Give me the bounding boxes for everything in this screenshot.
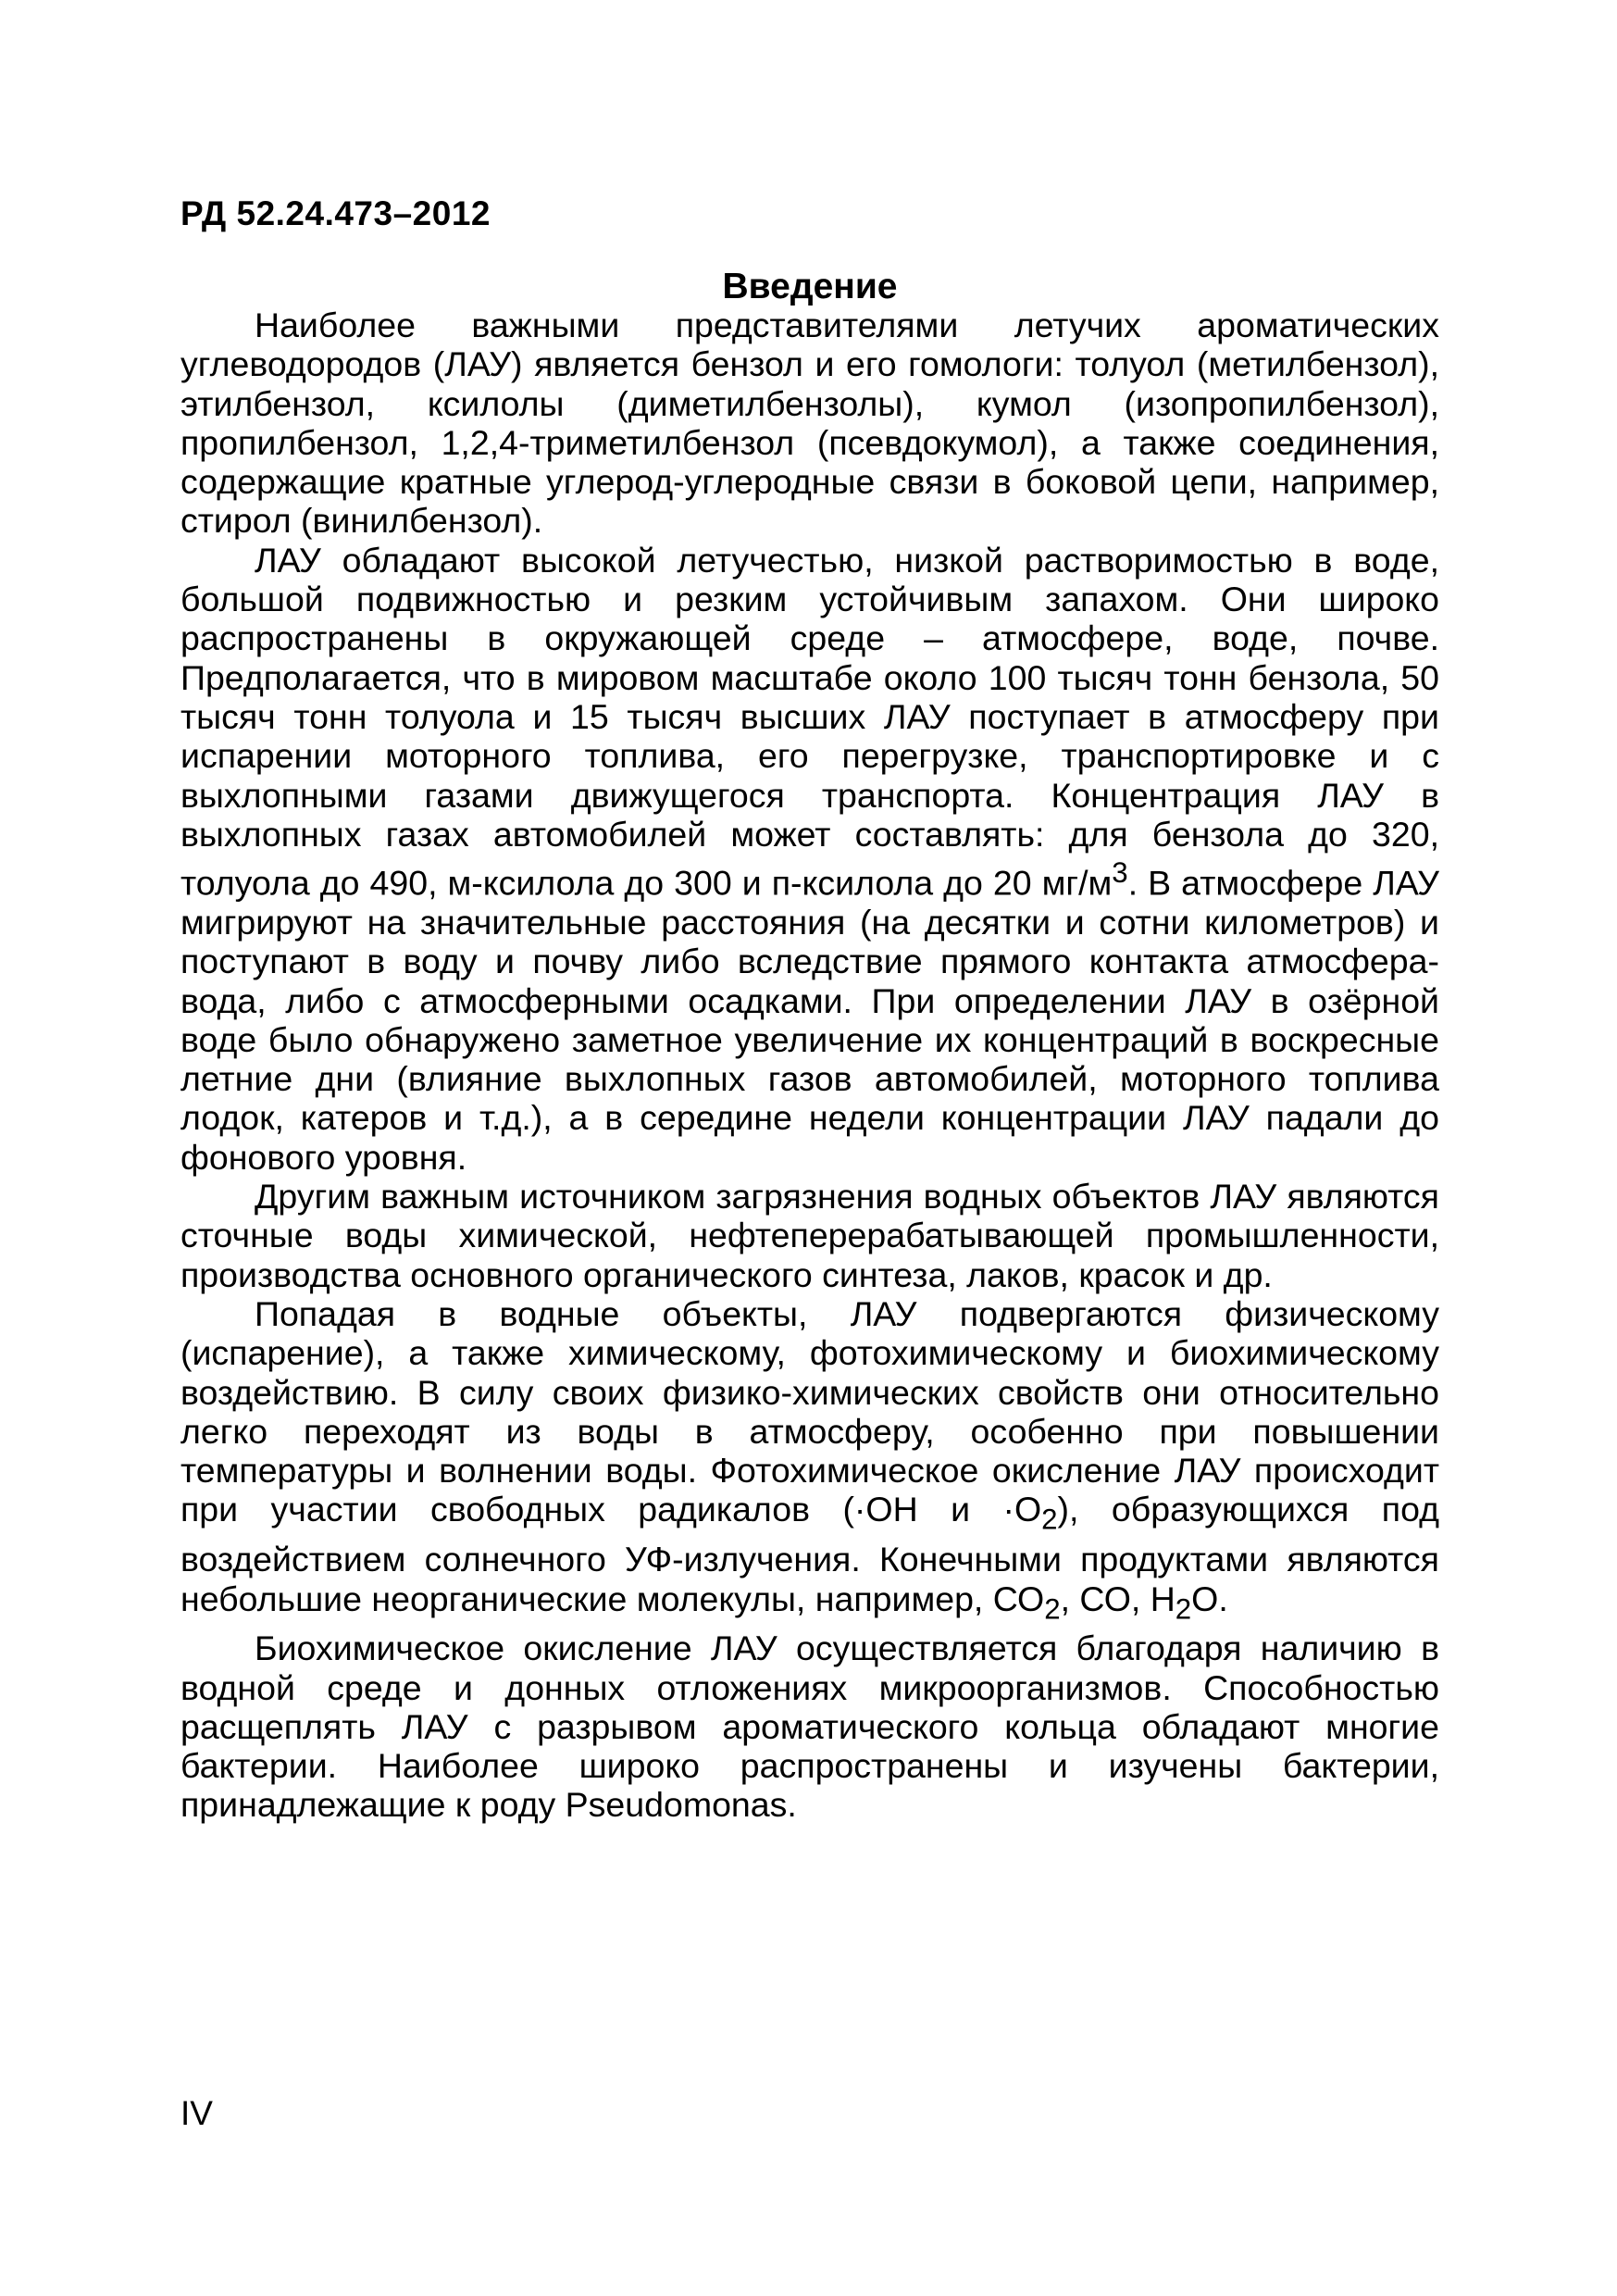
page-number: IV — [180, 2094, 213, 2132]
document-code: РД 52.24.473–2012 — [180, 194, 491, 232]
paragraph: ЛАУ обладают высокой летучестью, низкой растворимостью в воде, большой подвижностью и резким устойчивым запахом. Они широко распространены в окружающей среде – атмосфере, воде, почве. Предполагается, что в мировом масштабе около 100 тысяч тонн бензола, 50 тысяч тонн толуола и 15 тысяч высших ЛАУ поступает в атмосферу при испарении моторного топлива, его перегрузке, транспортировке и с выхлопными газами движущегося транспорта. Концентрация ЛАУ в выхлопных газах автомобилей может составлять: для бензола до 320, толуола до 490, м-ксилола до 300 и п-ксилола до 20 $мг/м^3$. В атмосфере ЛАУ мигрируют на значительные расстояния (на десятки и сотни километров) и поступают в воду и почву либо вследствие прямого контакта атмосфера-вода, либо с атмосферными осадками. При определении ЛАУ в озёрной воде было обнаружено заметное увеличение их концентраций в воскресные летние дни (влияние выхлопных газов автомобилей, моторного топлива лодок, катеров и т.д.), а в середине недели концентрации ЛАУ падали до фонового уровня. — [180, 540, 1439, 1177]
paragraph: Попадая в водные объекты, ЛАУ подвергаются физическому (испарение), а также химическому, фотохимическому и биохимическому воздействию. В силу своих физико-химических свойств они относительно легко переходят из воды в атмосферу, особенно при повышении температуры и волнении воды. Фотохимическое окисление ЛАУ происходит при участии свободных радикалов (·ОН $и \cdot О_2$), образующихся под воздействием солнечного УФ-излучения. Конечными продуктами являются небольшие неорганические молекулы, например, $СО_2$, СО, $Н_2О$. — [180, 1293, 1440, 1625]
body-text — [180, 306, 1439, 1825]
paragraph: Другим важным источником загрязнения водных объектов ЛАУ являются сточные воды химической, нефтеперерабатывающей промышленности, производства основного органического синтеза, лаков, красок и др. — [180, 1177, 1439, 1294]
section-title: Введение — [722, 267, 898, 306]
paragraph: Наиболее важными представителями летучих ароматических углеводородов (ЛАУ) является бензол и его гомологи: толуол (метилбензол), этилбензол, ксилолы (диметилбензолы), кумол (изопропилбензол), пропилбензол, 1,2,4-триметилбензол (псевдокумол), а также соединения, содержащие кратные углерод-углеродные связи в боковой цепи, например, стирол (винилбензол). — [180, 306, 1439, 541]
paragraph: Биохимическое окисление ЛАУ осуществляется благодаря наличию в водной среде и донных отложениях микроорганизмов. Способностью расщеплять ЛАУ с разрывом ароматического кольца обладают многие бактерии. Наиболее широко распространены и изучены бактерии, принадлежащие к роду Pseudomonas. — [180, 1628, 1439, 1825]
